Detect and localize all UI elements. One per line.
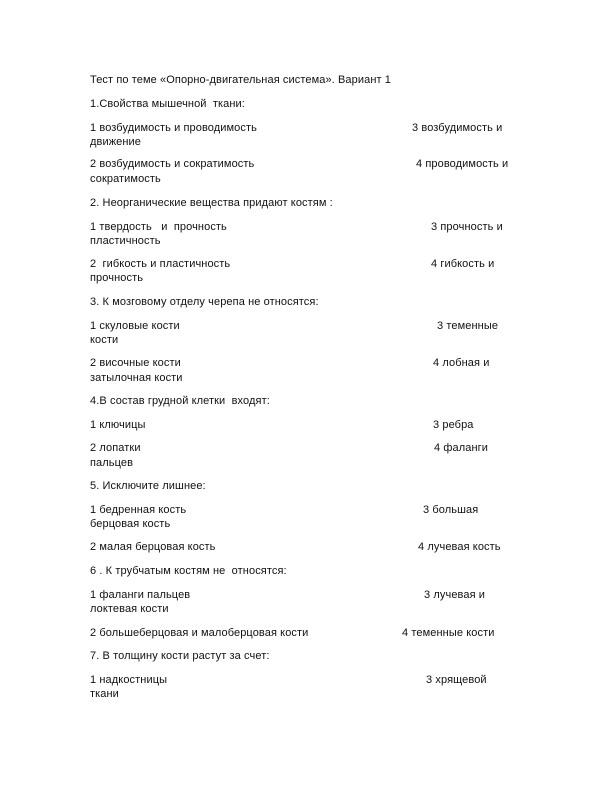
answer-4-3: 3 ребра (433, 419, 474, 431)
question-7: 7. В толщину кости растут за счет: (90, 650, 270, 662)
question-1: 1.Свойства мышечной ткани: (90, 98, 245, 110)
answer-7-3-continued: ткани (90, 688, 119, 700)
answer-4-4: 4 фаланги (434, 442, 489, 454)
answer-2-4: 4 гибкость и (431, 258, 495, 270)
answer-6-1: 1 фаланги пальцев (90, 589, 191, 601)
answer-2-4-continued: прочность (90, 272, 144, 284)
answer-4-2: 2 лопатки (90, 442, 141, 454)
answer-6-2: 2 большеберцовая и малоберцовая кости (90, 627, 309, 639)
answer-1-4-continued: сократимость (90, 173, 161, 185)
document-title: Тест по теме «Опорно-двигательная система». Вариант 1 (90, 74, 392, 86)
question-3: 3. К мозговому отделу черепа не относятся: (90, 296, 319, 308)
answer-5-1: 1 бедренная кость (90, 504, 187, 516)
answer-2-3: 3 прочность и (431, 221, 503, 233)
answer-4-4-continued: пальцев (90, 457, 134, 469)
answer-4-1: 1 ключицы (90, 419, 146, 431)
answer-3-3-continued: кости (90, 334, 119, 346)
answer-3-4-continued: затылочная кости (90, 372, 183, 384)
answer-2-1: 1 твердость и прочность (90, 221, 227, 233)
answer-3-2: 2 височные кости (90, 357, 181, 369)
answer-6-4: 4 теменные кости (402, 627, 495, 639)
answer-3-4: 4 лобная и (433, 357, 490, 369)
answer-7-1: 1 надкостницы (90, 674, 168, 686)
answer-5-2: 2 малая берцовая кость (90, 541, 216, 553)
question-6: 6 . К трубчатым костям не относятся: (90, 565, 287, 577)
answer-6-3-continued: локтевая кости (90, 603, 169, 615)
answer-7-3: 3 хрящевой (426, 674, 487, 686)
answer-6-3: 3 лучевая и (424, 589, 486, 601)
answer-1-2: 2 возбудимость и сократимость (90, 158, 255, 170)
answer-1-1: 1 возбудимость и проводимость (90, 122, 257, 134)
answer-2-3-continued: пластичность (90, 235, 161, 247)
answer-2-2: 2 гибкость и пластичность (90, 258, 231, 270)
question-5: 5. Исключите лишнее: (90, 480, 206, 492)
answer-1-3: 3 возбудимость и (412, 122, 503, 134)
answer-1-3-continued: движение (90, 136, 142, 148)
answer-5-3: 3 большая (423, 504, 479, 516)
answer-5-3-continued: берцовая кость (90, 518, 171, 530)
question-4: 4.В состав грудной клетки входят: (90, 395, 270, 407)
answer-3-3: 3 теменные (437, 320, 499, 332)
question-2: 2. Неорганические вещества придают костям : (90, 197, 333, 209)
answer-3-1: 1 скуловые кости (90, 320, 180, 332)
answer-5-4: 4 лучевая кость (418, 541, 501, 553)
answer-1-4: 4 проводимость и (416, 158, 509, 170)
